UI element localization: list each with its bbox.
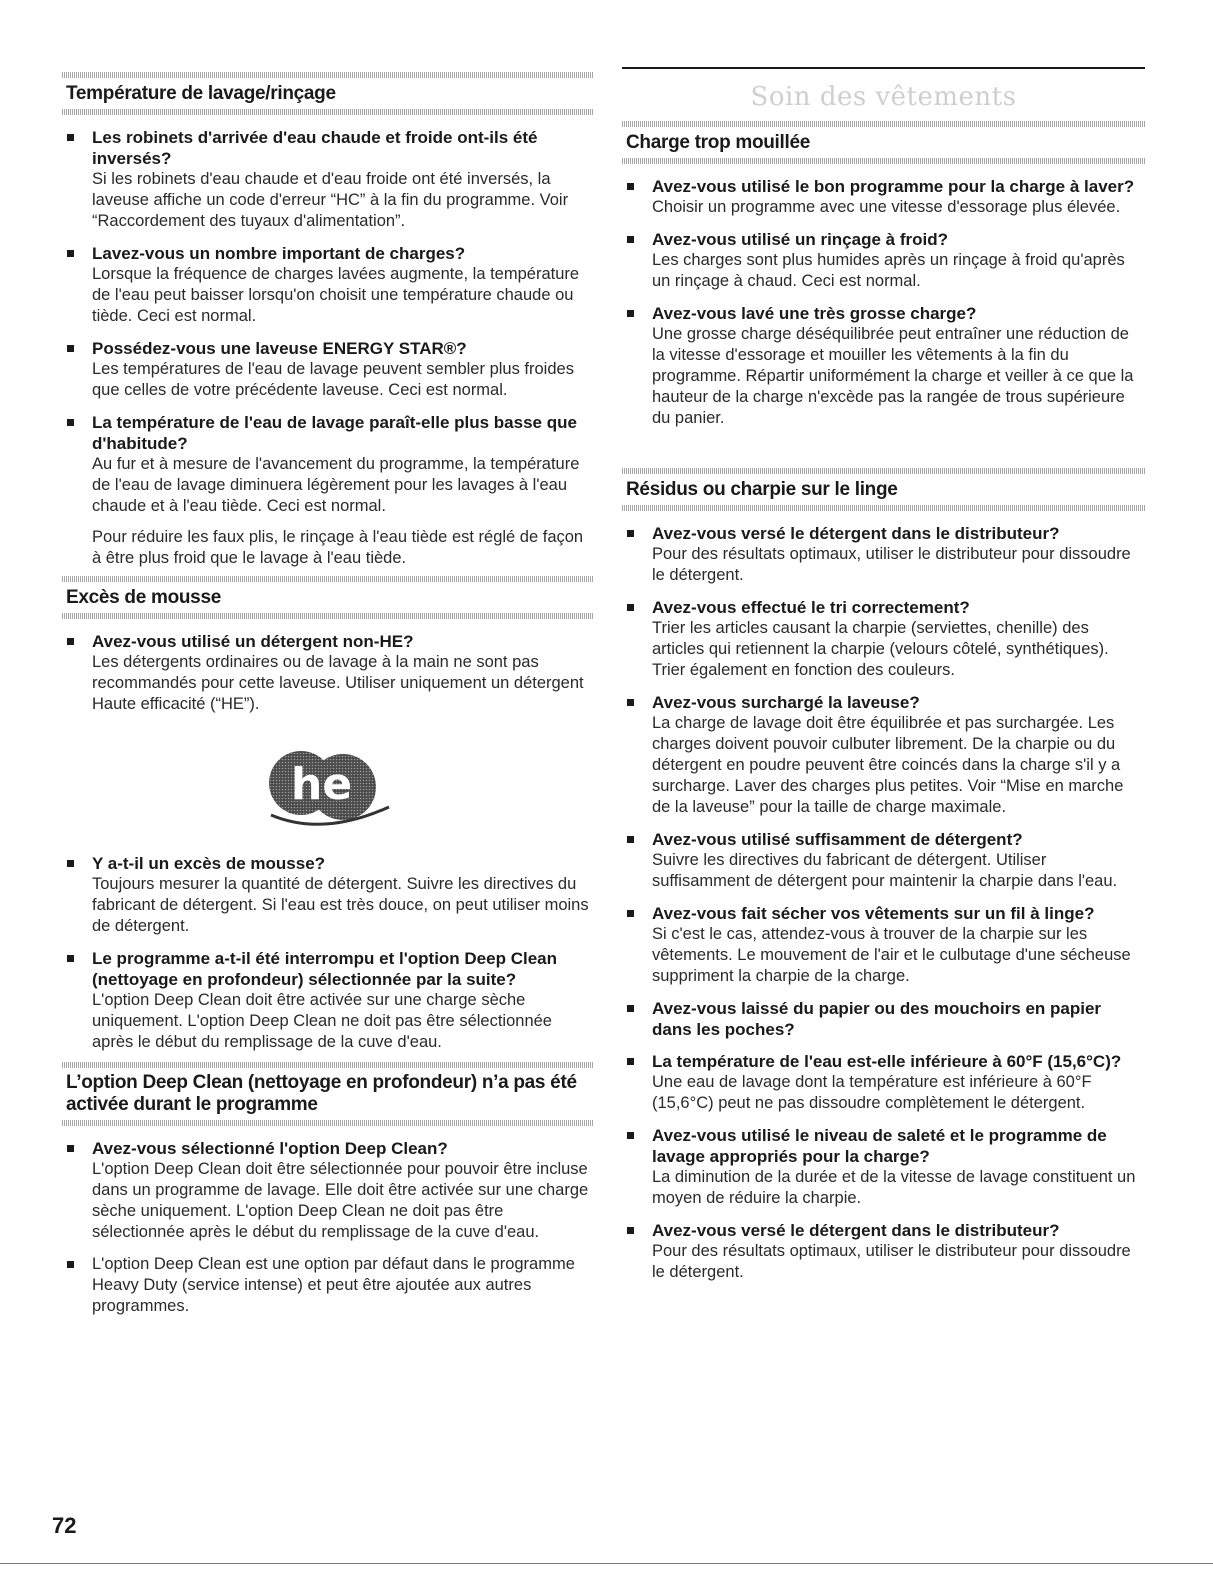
question: Avez-vous utilisé un rinçage à froid? xyxy=(652,230,948,249)
list-item xyxy=(62,1254,594,1317)
section-deep-clean xyxy=(62,1062,594,1317)
section-title: Excès de mousse xyxy=(66,587,221,608)
bullet-icon xyxy=(627,1058,634,1065)
bullet-icon xyxy=(627,1227,634,1234)
list-item xyxy=(62,412,594,569)
svg-text:he: he xyxy=(291,759,353,810)
answer: Pour des résultats optimaux, utiliser le distributeur pour dissoudre le détergent. xyxy=(652,1242,1131,1281)
bullet-icon xyxy=(627,183,634,190)
bullet-icon xyxy=(67,1145,74,1152)
list-item xyxy=(622,523,1145,586)
answer: Toujours mesurer la quantité de détergent. Suivre les directives du fabricant de détergent. Si l'eau est très douce, on peut utiliser moins de détergent. xyxy=(92,875,589,935)
list-item xyxy=(622,1220,1145,1283)
list-item xyxy=(62,1138,594,1243)
section-title: Température de lavage/rinçage xyxy=(66,83,336,104)
bullet-icon xyxy=(627,1132,634,1139)
question: Avez-vous lavé une très grosse charge? xyxy=(652,304,977,323)
section-rule xyxy=(622,158,1145,164)
question: Avez-vous laissé du papier ou des mouchoirs en papier dans les poches? xyxy=(652,999,1102,1039)
bottom-rule xyxy=(0,1563,1213,1564)
question: Avez-vous utilisé suffisamment de détergent? xyxy=(652,830,1023,849)
bullet-icon xyxy=(67,860,74,867)
list-item xyxy=(622,1051,1145,1114)
question: La température de l'eau de lavage paraît-elle plus basse que d'habitude? xyxy=(92,413,577,453)
section-rule xyxy=(62,1062,594,1068)
answer: Les détergents ordinaires ou de lavage à la main ne sont pas recommandés pour cette laveuse. Utiliser uniquement un détergent Haute efficacité (“HE”). xyxy=(92,653,584,713)
answer: Trier les articles causant la charpie (serviettes, chenille) des articles qui retiennent la charpie (velours côtelé, synthétiques). Trier également en fonction des couleurs. xyxy=(652,619,1109,679)
page-number: 72 xyxy=(52,1513,77,1538)
question: Avez-vous utilisé le niveau de saleté et le programme de lavage appropriés pour la charge? xyxy=(652,1126,1107,1166)
answer: Lorsque la fréquence de charges lavées augmente, la température de l'eau peut baisser lorsqu'on choisit une température chaude ou tiède. Ceci est normal. xyxy=(92,265,580,325)
bullet-icon xyxy=(67,134,74,141)
bullet-icon xyxy=(627,236,634,243)
section-title: L’option Deep Clean (nettoyage en profondeur) n’a pas été activée durant le programme xyxy=(66,1072,577,1115)
list-item xyxy=(62,948,594,1053)
chapter-rule xyxy=(622,67,1145,69)
section-wash-temperature xyxy=(62,72,594,569)
bullet-icon xyxy=(627,1005,634,1012)
question: Y a-t-il un excès de mousse? xyxy=(92,854,326,873)
section-rule xyxy=(622,505,1145,511)
list-item xyxy=(62,127,594,232)
answer: Si les robinets d'eau chaude et d'eau froide ont été inversés, la laveuse affiche un code d'erreur “HC” à la fin du programme. Voir “Raccordement des tuyaux d'alimentation”. xyxy=(92,170,569,230)
answer: La charge de lavage doit être équilibrée et pas surchargée. Les charges doivent pouvoir culbuter librement. De la charpie ou du détergent en poudre peuvent être coincés dans la charge s'il y a surcharge. Laver des charges plus petites. Voir “Mise en marche de la laveuse” pour la taille de charge maximale. xyxy=(652,714,1124,816)
answer: L'option Deep Clean doit être activée sur une charge sèche uniquement. L'option Deep Clean ne doit pas être sélectionnée après le début du remplissage de la cuve d'eau. xyxy=(92,991,552,1051)
section-rule xyxy=(62,1120,594,1126)
list-item xyxy=(622,829,1145,892)
list-item xyxy=(62,243,594,327)
bullet-icon xyxy=(67,250,74,257)
list-item xyxy=(622,998,1145,1040)
question: Avez-vous utilisé un détergent non-HE? xyxy=(92,632,414,651)
section-rule xyxy=(622,121,1145,127)
section-rule xyxy=(62,72,594,78)
list-item xyxy=(622,303,1145,429)
answer: Pour des résultats optimaux, utiliser le distributeur pour dissoudre le détergent. xyxy=(652,545,1131,584)
bullet-icon xyxy=(627,530,634,537)
he-logo-icon xyxy=(263,737,393,837)
bullet-icon xyxy=(67,955,74,962)
bullet-icon xyxy=(67,419,74,426)
bullet-icon xyxy=(627,836,634,843)
section-rule xyxy=(622,468,1145,474)
list-item xyxy=(622,692,1145,818)
bullet-icon xyxy=(627,910,634,917)
question: Avez-vous versé le détergent dans le distributeur? xyxy=(652,524,1060,543)
question: Avez-vous effectué le tri correctement? xyxy=(652,598,970,617)
answer: L'option Deep Clean doit être sélectionnée pour pouvoir être incluse dans un programme de lavage. Elle doit être activée sur une charge sèche uniquement. L'option Deep Clean ne doit pas être sélectionnée après le début du remplissage de la cuve d'eau. xyxy=(92,1160,589,1241)
list-item xyxy=(62,338,594,401)
chapter-title: Soin des vêtements xyxy=(750,82,1017,112)
bullet-icon xyxy=(67,1261,74,1268)
bullet-icon xyxy=(627,604,634,611)
bullet-icon xyxy=(627,310,634,317)
he-logo xyxy=(62,737,594,837)
section-rule xyxy=(62,613,594,619)
question: Avez-vous versé le détergent dans le distributeur? xyxy=(652,1221,1060,1240)
answer: Au fur et à mesure de l'avancement du programme, la température de l'eau de lavage diminuera légèrement pour les lavages à l'eau chaude et à l'eau tiède. Ceci est normal. xyxy=(92,455,580,515)
section-load-too-wet xyxy=(622,121,1145,429)
question: Avez-vous surchargé la laveuse? xyxy=(652,693,920,712)
question: Possédez-vous une laveuse ENERGY STAR®? xyxy=(92,339,467,358)
section-residue-lint xyxy=(622,468,1145,1283)
answer: Les températures de l'eau de lavage peuvent sembler plus froides que celles de votre précédente laveuse. Ceci est normal. xyxy=(92,360,574,399)
answer: Choisir un programme avec une vitesse d'essorage plus élevée. xyxy=(652,198,1121,216)
bullet-icon xyxy=(67,638,74,645)
section-title: Résidus ou charpie sur le linge xyxy=(626,479,898,500)
question: Le programme a-t-il été interrompu et l'option Deep Clean (nettoyage en profondeur) sélectionnée par la suite? xyxy=(92,949,557,989)
question: Avez-vous utilisé le bon programme pour la charge à laver? xyxy=(652,177,1135,196)
list-item xyxy=(62,631,594,715)
bullet-icon xyxy=(67,345,74,352)
list-item xyxy=(622,1125,1145,1209)
answer: L'option Deep Clean est une option par défaut dans le programme Heavy Duty (service intense) et peut être ajoutée aux autres programmes. xyxy=(92,1255,575,1315)
bullet-icon xyxy=(627,699,634,706)
question: Lavez-vous un nombre important de charges? xyxy=(92,244,466,263)
question: Avez-vous fait sécher vos vêtements sur un fil à linge? xyxy=(652,904,1095,923)
section-title: Charge trop mouillée xyxy=(626,132,811,153)
section-rule xyxy=(62,109,594,115)
list-item xyxy=(622,176,1145,218)
list-item xyxy=(622,229,1145,292)
answer: Une grosse charge déséquilibrée peut entraîner une réduction de la vitesse d'essorage et mouiller les vêtements à la fin du programme. Répartir uniformément la charge et veiller à ce que la hauteur de la charge n'excède pas la rangée de trous supérieure du panier. xyxy=(652,325,1134,427)
answer-note: Pour réduire les faux plis, le rinçage à l'eau tiède est réglé de façon à être plus froid que le lavage à l'eau tiède. xyxy=(92,528,584,567)
question: Avez-vous sélectionné l'option Deep Clean? xyxy=(92,1139,448,1158)
question: Les robinets d'arrivée d'eau chaude et froide ont-ils été inversés? xyxy=(92,128,538,168)
list-item xyxy=(622,903,1145,987)
answer: Une eau de lavage dont la température est inférieure à 60°F (15,6°C) peut ne pas dissoudre complètement le détergent. xyxy=(652,1073,1092,1112)
list-item xyxy=(62,853,594,937)
list-item xyxy=(622,597,1145,681)
question: La température de l'eau est-elle inférieure à 60°F (15,6°C)? xyxy=(652,1052,1122,1071)
section-excess-suds xyxy=(62,576,594,1053)
answer: La diminution de la durée et de la vitesse de lavage constituent un moyen de réduire la charpie. xyxy=(652,1168,1136,1207)
answer: Suivre les directives du fabricant de détergent. Utiliser suffisamment de détergent pour maintenir la charpie dans l'eau. xyxy=(652,851,1118,890)
answer: Les charges sont plus humides après un rinçage à froid qu'après un rinçage à chaud. Ceci est normal. xyxy=(652,251,1125,290)
section-rule xyxy=(62,576,594,582)
answer: Si c'est le cas, attendez-vous à trouver de la charpie sur les vêtements. Le mouvement de l'air et le culbutage d'une sécheuse suppriment la charpie de la charge. xyxy=(652,925,1131,985)
